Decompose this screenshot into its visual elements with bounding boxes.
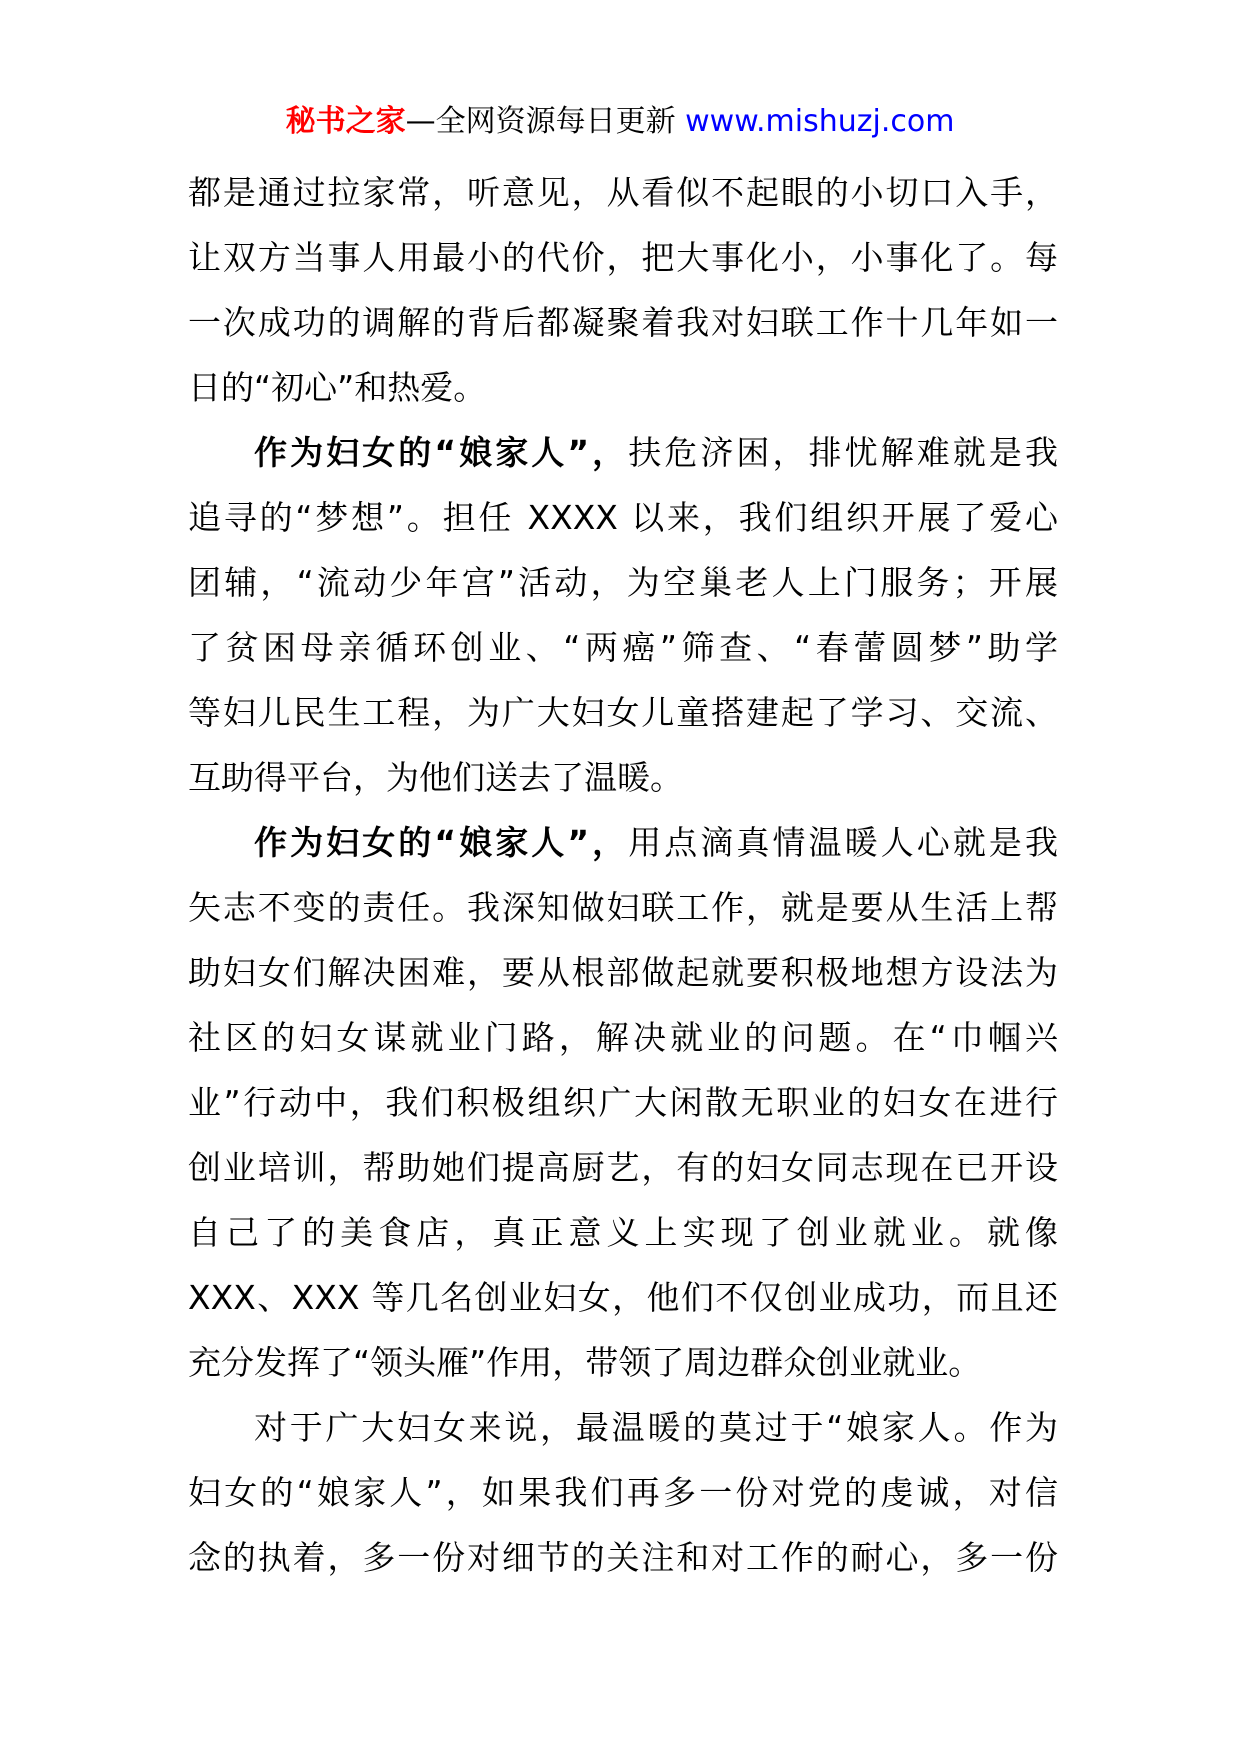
paragraph-start-line (188, 810, 1058, 875)
paragraph-start-line: 对于广大妇女来说，最温暖的莫过于“娘家人。作为 (254, 1408, 1058, 1447)
text-line: 社区的妇女谋就业门路，解决就业的问题。在“巾帼兴 (188, 1018, 1058, 1057)
text-line: 互助得平台，为他们送去了温暖。 (188, 758, 683, 797)
paragraph-lead-rest: 扶危济困，排忧解难就是我 (628, 433, 1058, 472)
header-tagline: —全网资源每日更新 (405, 104, 686, 139)
text-line: 念的执着，多一份对细节的关注和对工作的耐心，多一份 (188, 1538, 1058, 1577)
text-line: 助妇女们解决困难，要从根部做起就要积极地想方设法为 (188, 953, 1058, 992)
paragraph-lead-rest: 用点滴真情温暖人心就是我 (628, 823, 1058, 862)
header-brand: 秘书之家 (285, 104, 406, 139)
page-header (0, 100, 1240, 144)
document-body (188, 160, 1058, 1590)
text-line: 业”行动中，我们积极组织广大闲散无职业的妇女在进行 (188, 1083, 1058, 1122)
paragraph-lead-bold: 作为妇女的“娘家人”， (254, 823, 629, 862)
text-line: 一次成功的调解的背后都凝聚着我对妇联工作十几年如一 (188, 303, 1058, 342)
text-line: 等妇儿民生工程，为广大妇女儿童搭建起了学习、交流、 (188, 693, 1058, 732)
text-line: 追寻的“梦想”。担任 XXXX 以来，我们组织开展了爱心 (188, 498, 1058, 537)
paragraph-start-line (188, 420, 1058, 485)
text-line: 妇女的“娘家人”，如果我们再多一份对党的虔诚，对信 (188, 1473, 1058, 1512)
text-line: 充分发挥了“领头雁”作用，带领了周边群众创业就业。 (188, 1343, 982, 1382)
text-line: 矢志不变的责任。我深知做妇联工作，就是要从生活上帮 (188, 888, 1058, 927)
text-line: 都是通过拉家常，听意见，从看似不起眼的小切口入手， (188, 173, 1058, 212)
text-line: 自己了的美食店，真正意义上实现了创业就业。就像 (188, 1213, 1058, 1252)
text-line: XXX、XXX 等几名创业妇女，他们不仅创业成功，而且还 (188, 1278, 1058, 1317)
text-line: 了贫困母亲循环创业、“两癌”筛查、“春蕾圆梦”助学 (188, 628, 1058, 667)
text-line: 团辅，“流动少年宫”活动，为空巢老人上门服务；开展 (188, 563, 1058, 602)
header-url[interactable]: www.mishuzj.com (685, 104, 955, 139)
text-line: 让双方当事人用最小的代价，把大事化小，小事化了。每 (188, 238, 1058, 277)
text-line: 创业培训，帮助她们提高厨艺，有的妇女同志现在已开设 (188, 1148, 1058, 1187)
paragraph-lead-bold: 作为妇女的“娘家人”， (254, 433, 629, 472)
text-line: 日的“初心”和热爱。 (188, 368, 487, 407)
